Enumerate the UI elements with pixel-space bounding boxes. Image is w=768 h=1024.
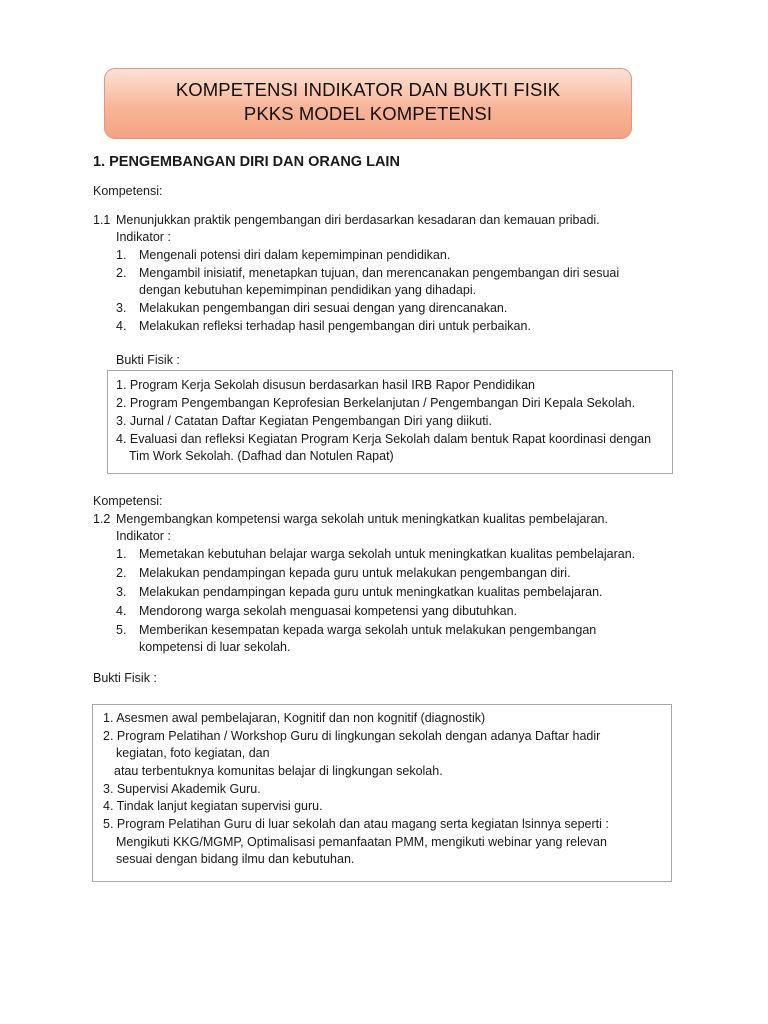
- evidence-item: 1. Asesmen awal pembelajaran, Kognitif dan non kognitif (diagnostik): [103, 711, 486, 725]
- indicator-text: Melakukan pengembangan diri sesuai dengan yang direncanakan.: [139, 301, 508, 315]
- evidence-item: 2. Program Pengembangan Keprofesian Berkelanjutan / Pengembangan Diri Kepala Sekolah.: [116, 396, 636, 410]
- indicator-number: 1.: [116, 547, 127, 561]
- evidence-item: 4. Evaluasi dan refleksi Kegiatan Program Kerja Sekolah dalam bentuk Rapat koordinasi dengan: [116, 432, 652, 446]
- indicator-text-continued: kompetensi di luar sekolah.: [139, 640, 291, 654]
- title-banner: [104, 68, 632, 139]
- indicator-number: 3.: [116, 585, 127, 599]
- kompetensi-label: Kompetensi:: [93, 184, 163, 198]
- evidence-item: 3. Jurnal / Catatan Daftar Kegiatan Pengembangan Diri yang diikuti.: [116, 414, 492, 428]
- indikator-label: Indikator :: [116, 230, 171, 244]
- evidence-item: 2. Program Pelatihan / Workshop Guru di lingkungan sekolah dengan adanya Daftar hadir: [103, 729, 601, 743]
- evidence-item-continued: kegiatan, foto kegiatan, dan: [116, 746, 270, 760]
- section-title: 1. PENGEMBANGAN DIRI DAN ORANG LAIN: [93, 154, 400, 170]
- indikator-label: Indikator :: [116, 529, 171, 543]
- indicator-text: Melakukan pendampingan kepada guru untuk melakukan pengembangan diri.: [139, 566, 571, 580]
- indicator-text: Mengenali potensi diri dalam kepemimpinan pendidikan.: [139, 248, 451, 262]
- evidence-item-continued: Tim Work Sekolah. (Dafhad dan Notulen Rapat): [129, 449, 394, 463]
- competency-text: Menunjukkan praktik pengembangan diri berdasarkan kesadaran dan kemauan pribadi.: [116, 213, 600, 227]
- indicator-number: 2.: [116, 266, 127, 280]
- evidence-item: 1. Program Kerja Sekolah disusun berdasarkan hasil IRB Rapor Pendidikan: [116, 378, 535, 392]
- bukti-fisik-box: [92, 704, 672, 882]
- evidence-item-continued: atau terbentuknya komunitas belajar di lingkungan sekolah.: [114, 764, 443, 778]
- indicator-text: Memberikan kesempatan kepada warga sekolah untuk melakukan pengembangan: [139, 623, 597, 637]
- indicator-text-continued: dengan kebutuhan kepemimpinan pendidikan yang dihadapi.: [139, 283, 477, 297]
- competency-number: 1.1: [93, 213, 111, 227]
- evidence-item-continued: Mengikuti KKG/MGMP, Optimalisasi pemanfaatan PMM, mengikuti webinar yang relevan: [116, 835, 607, 849]
- indicator-number: 1.: [116, 248, 127, 262]
- evidence-item: 3. Supervisi Akademik Guru.: [103, 782, 261, 796]
- indicator-text: Mengambil inisiatif, menetapkan tujuan, dan merencanakan pengembangan diri sesuai: [139, 266, 620, 280]
- indicator-number: 4.: [116, 604, 127, 618]
- document-title-line2: PKKS MODEL KOMPETENSI: [243, 103, 493, 124]
- indicator-number: 3.: [116, 301, 127, 315]
- bukti-fisik-label: Bukti Fisik :: [93, 671, 157, 685]
- evidence-item: 5. Program Pelatihan Guru di luar sekolah dan atau magang serta kegiatan lsinnya seperti :: [103, 817, 609, 831]
- indicator-text: Melakukan pendampingan kepada guru untuk meningkatkan kualitas pembelajaran.: [139, 585, 603, 599]
- competency-text: Mengembangkan kompetensi warga sekolah untuk meningkatkan kualitas pembelajaran.: [116, 512, 608, 526]
- document-title-line1: KOMPETENSI INDIKATOR DAN BUKTI FISIK: [175, 79, 561, 100]
- indicator-number: 4.: [116, 319, 127, 333]
- bukti-fisik-label: Bukti Fisik :: [116, 353, 180, 367]
- indicator-text: Melakukan refleksi terhadap hasil pengembangan diri untuk perbaikan.: [139, 319, 531, 333]
- indicator-number: 5.: [116, 623, 127, 637]
- kompetensi-label: Kompetensi:: [93, 494, 163, 508]
- indicator-text: Memetakan kebutuhan belajar warga sekolah untuk meningkatkan kualitas pembelajaran.: [139, 547, 636, 561]
- evidence-item: 4. Tindak lanjut kegiatan supervisi guru.: [103, 799, 323, 813]
- indicator-text: Mendorong warga sekolah menguasai kompetensi yang dibutuhkan.: [139, 604, 518, 618]
- competency-number: 1.2: [93, 512, 111, 526]
- indicator-number: 2.: [116, 566, 127, 580]
- evidence-item-continued: sesuai dengan bidang ilmu dan kebutuhan.: [116, 852, 355, 866]
- bukti-fisik-box: [107, 370, 673, 474]
